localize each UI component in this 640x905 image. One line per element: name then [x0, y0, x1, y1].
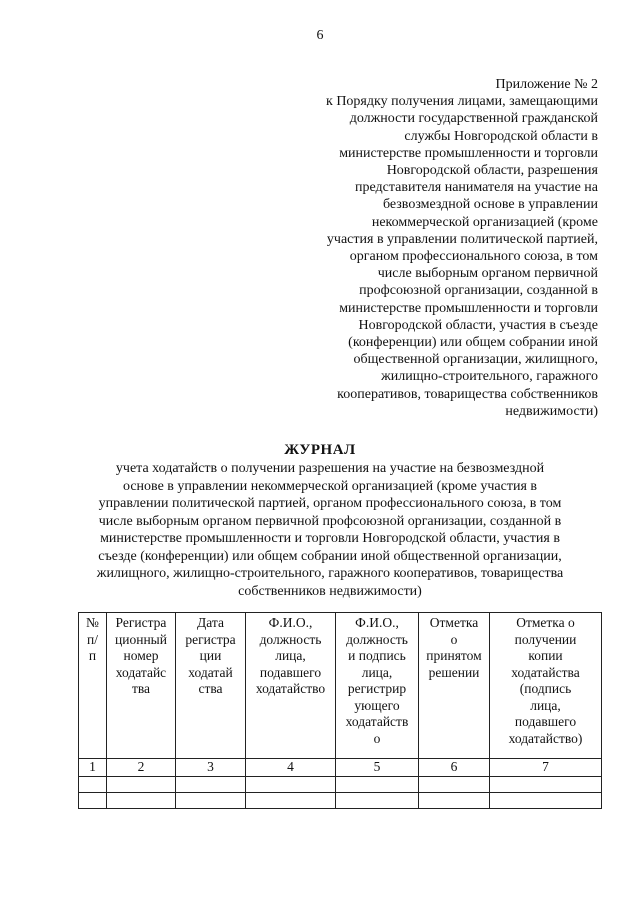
table-header-line: лица, [530, 697, 561, 713]
appendix-line: Новгородской области, участия в съезде [358, 317, 598, 333]
journal-description [60, 460, 600, 600]
journal-table [78, 612, 602, 809]
table-cell [246, 792, 336, 808]
table-cell [79, 792, 107, 808]
appendix-line: недвижимости) [505, 403, 598, 419]
table-cell [246, 776, 336, 792]
page-number: 6 [316, 28, 324, 43]
appendix-line: некоммерческой организацией (кроме [371, 214, 598, 230]
table-header-line: подавшего [514, 714, 577, 729]
table-cell [419, 776, 490, 792]
appendix-line: Новгородской области, разрешения [386, 163, 598, 179]
table-header-line: лица, [275, 648, 306, 663]
table-header-line: тва [131, 681, 151, 696]
table-header-line: ующего [354, 697, 400, 713]
column-number-cell: 2 [107, 759, 176, 777]
table-header-line: копии [528, 648, 563, 663]
table-header-line: должность [346, 631, 408, 647]
journal-description-line: министерстве промышленности и торговли Новгородской области, участия в [100, 531, 560, 546]
column-number-cell: 1 [79, 759, 107, 777]
journal-description-line: числе выборным органом первичной профсоюзной организации, созданной в [98, 513, 562, 529]
table-column-number-row [79, 759, 602, 777]
appendix-line: (конференции) или общем собрании иной [348, 335, 598, 351]
appendix-line: к Порядку получения лицами, замещающими [326, 94, 598, 110]
table-header-line: лица, [361, 664, 393, 680]
table-header-line: получении [514, 631, 577, 647]
table-header-line: № [86, 615, 99, 630]
appendix-line: профсоюзной организации, созданной в [359, 283, 598, 299]
table-header-line: Дата [197, 615, 224, 630]
appendix-line: должности государственной гражданской [349, 111, 598, 127]
appendix-line: органом профессионального союза, в том [349, 249, 598, 265]
table-header-line: принятом [426, 648, 482, 663]
journal-description-line: собственников недвижимости) [238, 583, 422, 599]
table-header-line: ходатайс [115, 664, 167, 680]
table-header-cell [419, 613, 490, 759]
table-header-line: и подпись [348, 648, 406, 663]
journal-description-line: съезде (конференции) или общем собрании иной общественной организации, [98, 548, 562, 564]
appendix-line: министерстве промышленности и торговли [339, 300, 598, 316]
journal-description-line: жилищного, жилищно-строительного, гаражного кооперативов, товарищества [96, 566, 564, 581]
table-cell [176, 776, 246, 792]
table-cell [107, 792, 176, 808]
table-header-cell [490, 613, 602, 759]
appendix-line: Приложение № 2 [495, 77, 598, 92]
journal-description-line: учета ходатайств о получении разрешения на участие на безвозмездной [115, 461, 545, 476]
table-header-line: ходатайств [345, 714, 409, 729]
column-number-cell: 4 [246, 759, 336, 777]
table-row [79, 776, 602, 792]
table-header-line: ходатай [188, 664, 233, 680]
appendix-line: безвозмездной основе в управлении [382, 197, 598, 213]
table-header-line: п/ [87, 631, 98, 647]
table-header-cell [79, 613, 107, 759]
table-header-line: (подпись [519, 681, 572, 696]
column-number-cell: 5 [336, 759, 419, 777]
table-header-line: Ф.И.О., [268, 615, 313, 630]
appendix-line: службы Новгородской области в [404, 128, 598, 144]
table-header-line: Регистра [115, 615, 167, 630]
column-number-cell: 6 [419, 759, 490, 777]
appendix-line: кооперативов, товарищества собственников [337, 386, 598, 402]
table-header-line: ции [199, 648, 222, 663]
appendix-block [278, 76, 598, 420]
table-header-line: ства [198, 681, 223, 696]
column-number-cell: 3 [176, 759, 246, 777]
table-cell [79, 776, 107, 792]
table-header-row [79, 613, 602, 759]
journal-description-line: управлении политической партией, органом профессионального союза, в том [98, 496, 562, 511]
appendix-line: жилищно-строительного, гаражного [381, 369, 598, 385]
table-header-line: ходатайства [511, 664, 580, 680]
table-header-cell [176, 613, 246, 759]
table-cell [419, 792, 490, 808]
appendix-line: числе выборным органом первичной [377, 266, 598, 282]
appendix-line: общественной организации, жилищного, [353, 352, 598, 368]
table-header-line: ционный [115, 631, 167, 647]
table-header-line: Отметка о [516, 615, 575, 630]
table-header-line: регистра [185, 631, 236, 647]
table-cell [176, 792, 246, 808]
journal-description-line: основе в управлении некоммерческой организацией (кроме участия в [122, 478, 537, 494]
table-cell [336, 792, 419, 808]
table-cell [336, 776, 419, 792]
table-header-line: регистрир [347, 681, 407, 696]
table-header-cell [336, 613, 419, 759]
table-header-line: ходатайство [255, 681, 326, 696]
table-header-cell [246, 613, 336, 759]
table-cell [107, 776, 176, 792]
appendix-line: представителя нанимателя на участие на [355, 180, 598, 196]
table-header-line: о [373, 730, 381, 746]
table-cell [490, 792, 602, 808]
journal-title: ЖУРНАЛ [284, 442, 356, 458]
table-header-line: номер [123, 648, 159, 663]
table-header-line: подавшего [259, 664, 322, 680]
table-header-cell [107, 613, 176, 759]
table-header-line: о [450, 631, 458, 647]
table-row [79, 792, 602, 808]
table-cell [490, 776, 602, 792]
table-header-line: решении [428, 664, 480, 680]
appendix-line: участия в управлении политической партией, [326, 231, 598, 247]
appendix-line: министерстве промышленности и торговли [339, 145, 598, 161]
table-header-line: должность [259, 631, 322, 647]
table-header-line: Ф.И.О., [355, 615, 399, 630]
table-header-line: Отметка [429, 615, 479, 630]
table-header-line: ходатайство) [508, 730, 583, 746]
column-number-cell: 7 [490, 759, 602, 777]
table-header-line: п [88, 648, 97, 663]
